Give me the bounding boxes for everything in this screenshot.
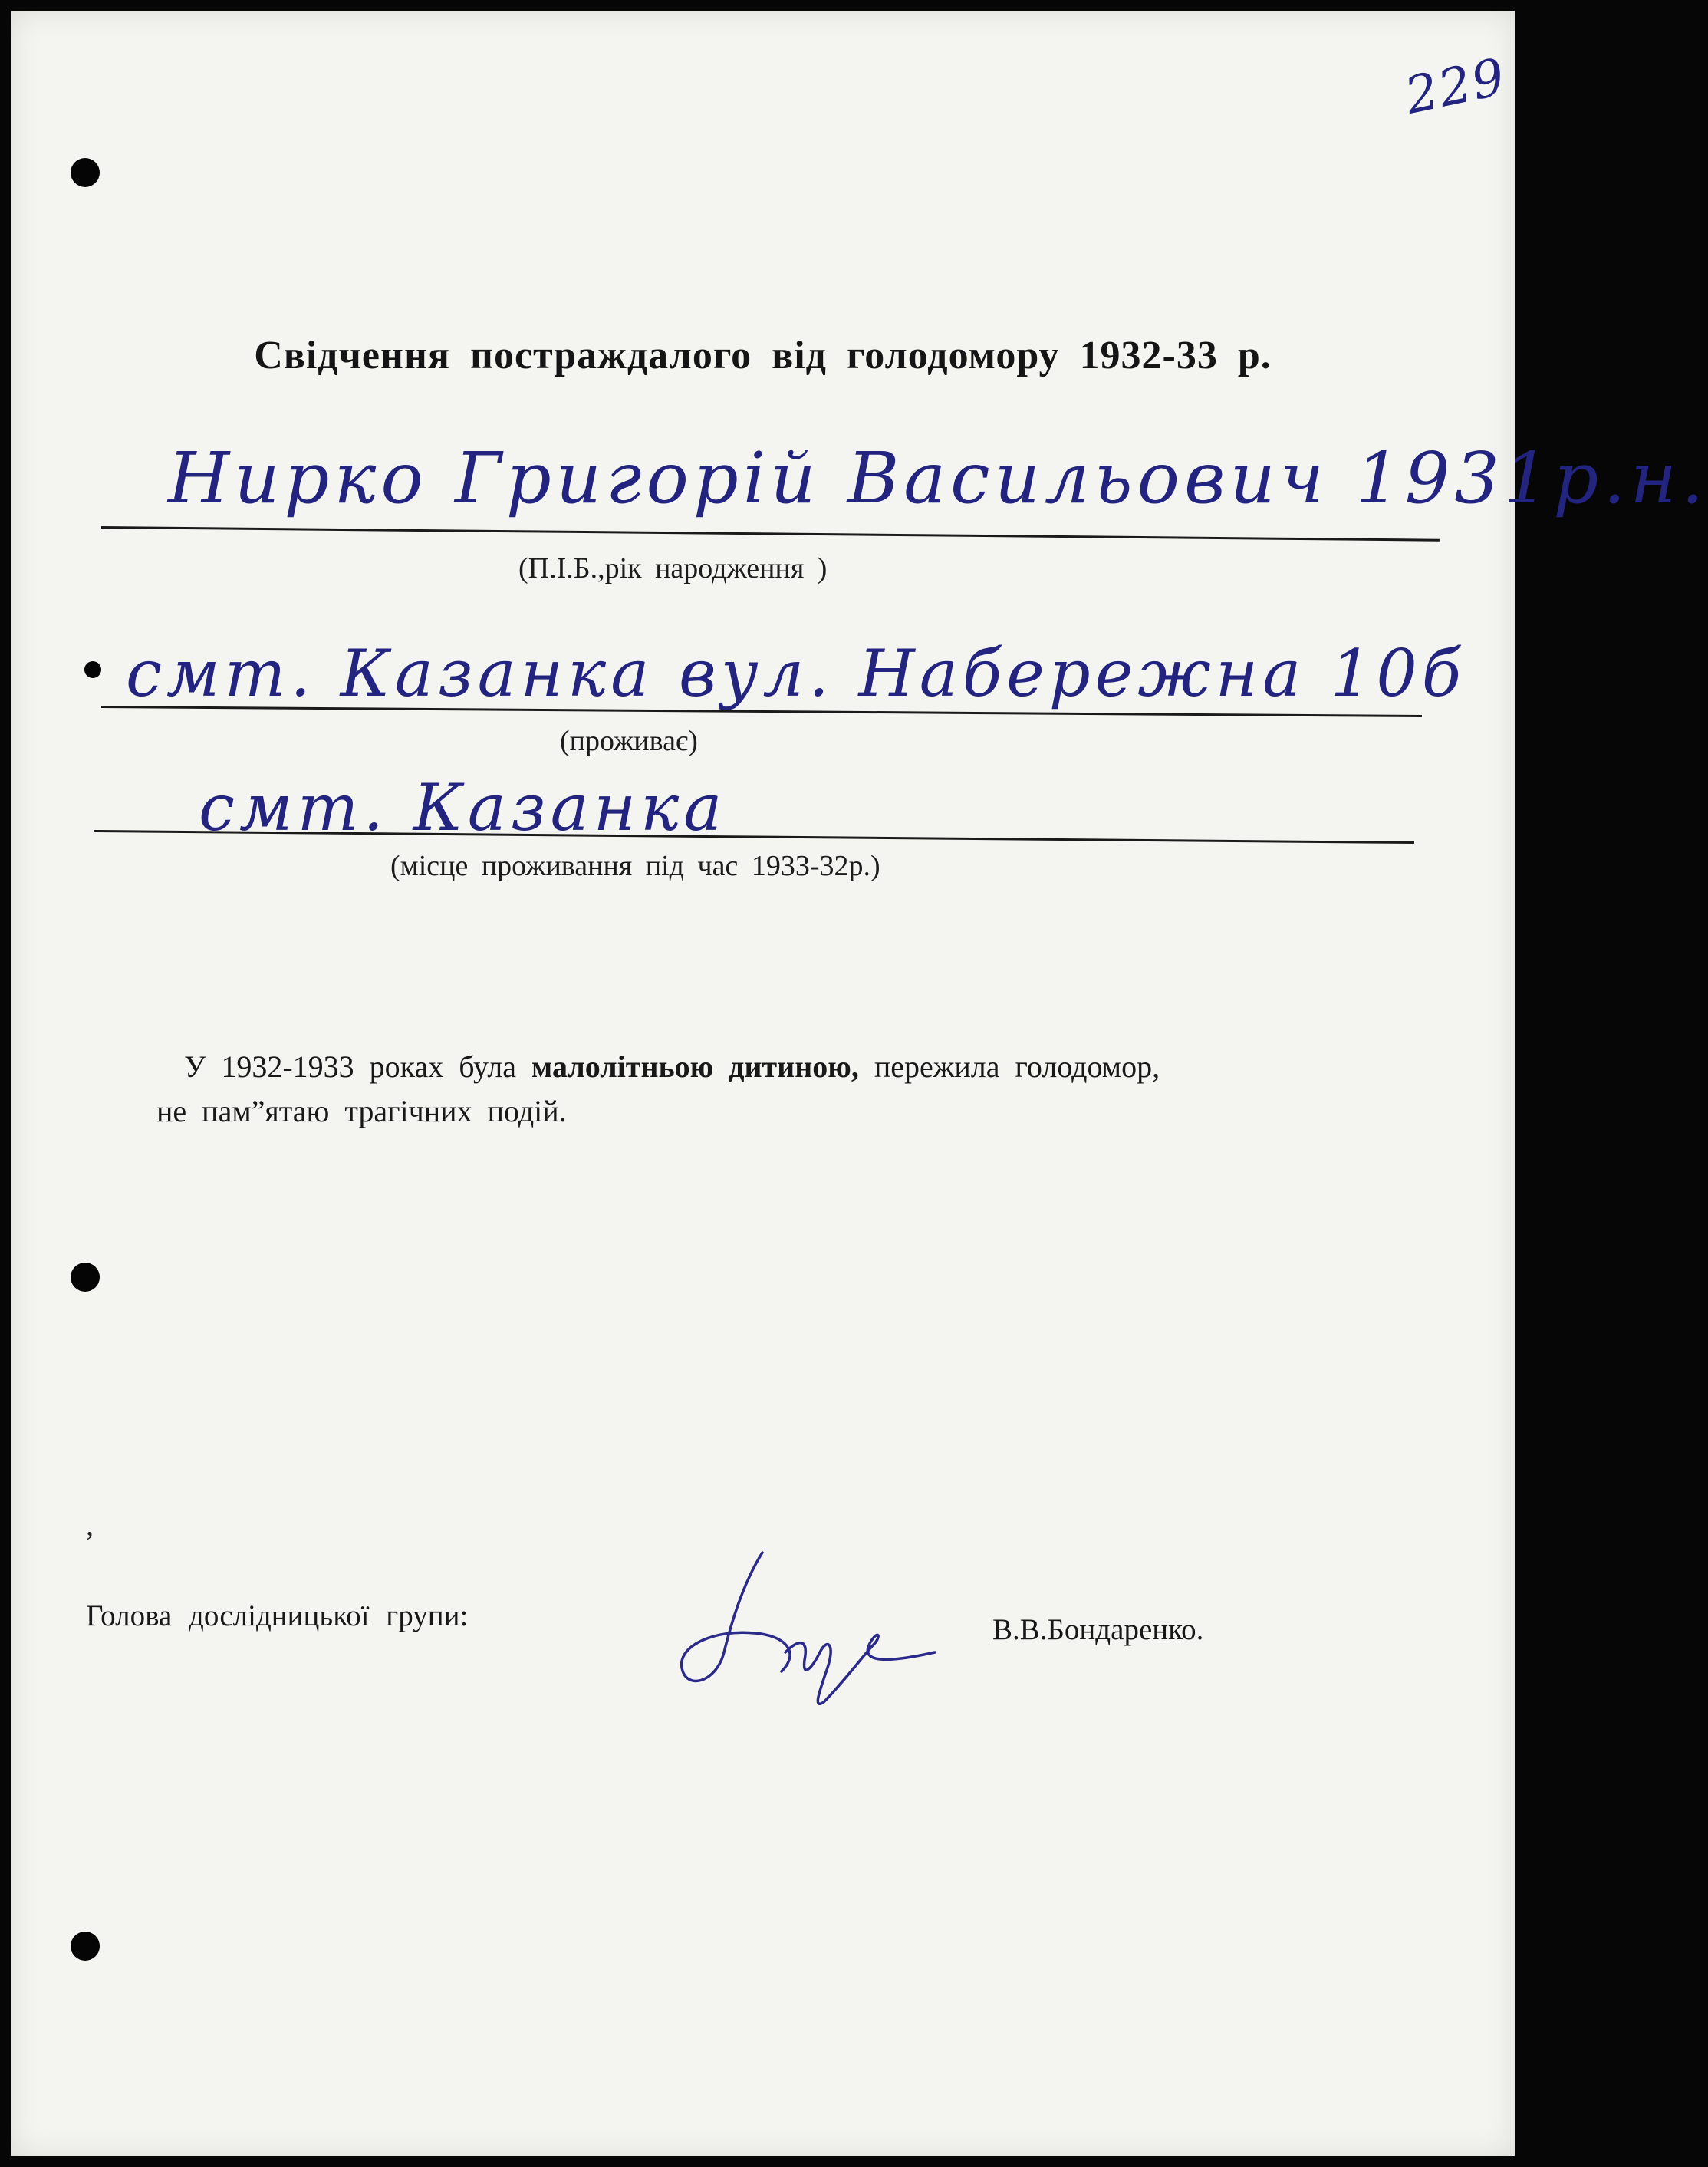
signature-label: Голова дослідницької групи: bbox=[86, 1599, 469, 1632]
punch-hole-small bbox=[84, 661, 101, 678]
testimony-text-1: У 1932-1933 роках була bbox=[184, 1049, 532, 1084]
archive-page-number: 229 bbox=[1400, 47, 1512, 126]
punch-hole-bottom bbox=[71, 1932, 100, 1961]
testimony-paragraph bbox=[156, 1045, 1353, 1134]
signature-image bbox=[670, 1537, 946, 1721]
punch-hole-top bbox=[71, 158, 100, 187]
handwritten-name: Нирко Григорій Васильович 1931р.н. bbox=[168, 437, 1708, 519]
name-caption: (П.І.Б.,рік народження ) bbox=[518, 552, 828, 585]
comma-mark: , bbox=[86, 1507, 94, 1542]
handwritten-residence: смт. Казанка вул. Набережна 10б bbox=[126, 636, 1466, 711]
name-underline bbox=[101, 526, 1440, 542]
document-title: Свідчення постраждалого від голодомору 1932-33 р. bbox=[254, 334, 1272, 377]
testimony-emphasis: малолітньою дитиною, bbox=[531, 1049, 859, 1084]
signatory-name: В.В.Бондаренко. bbox=[992, 1613, 1204, 1646]
residence-caption: (проживає) bbox=[560, 725, 698, 757]
residence-1932-caption: (місце проживання під час 1933-32р.) bbox=[390, 850, 880, 882]
testimony-text-2: пережила голодомор, bbox=[858, 1049, 1160, 1084]
handwritten-residence-1932: смт. Казанка bbox=[199, 770, 727, 845]
document-page bbox=[11, 11, 1708, 2156]
punch-hole-middle bbox=[71, 1263, 100, 1292]
testimony-line-2: не пам”ятаю трагічних подій. bbox=[156, 1094, 567, 1128]
testimony-line-1 bbox=[156, 1045, 1353, 1089]
